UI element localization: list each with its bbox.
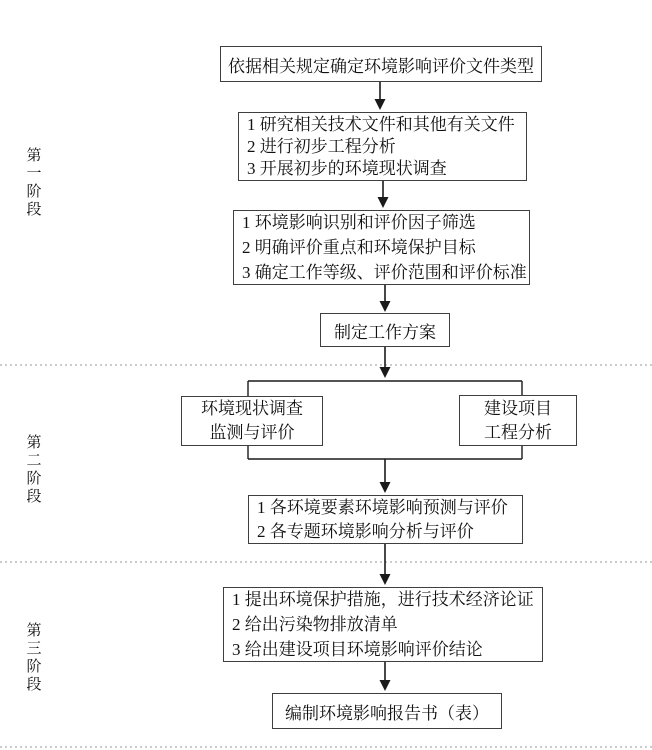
merge-connector <box>248 446 522 459</box>
box-work-plan-text: 制定工作方案 <box>334 322 436 342</box>
flow-arrow-2 <box>378 181 389 208</box>
box-impact-identification <box>233 210 530 285</box>
box-compile-report <box>272 693 502 729</box>
box-impact-prediction <box>248 495 523 544</box>
flow-arrow-3 <box>380 285 391 312</box>
flow-arrow-7 <box>380 662 391 691</box>
box-status-survey <box>181 396 323 446</box>
box-line: 3 开展初步的环境现状调查 <box>247 158 447 178</box>
box-preliminary-work <box>238 112 527 181</box>
box-line: 工程分析 <box>484 422 552 442</box>
box-line: 建设项目 <box>484 398 552 418</box>
box-line: 3 给出建设项目环境影响评价结论 <box>232 640 483 659</box>
flow-arrow-5 <box>380 459 391 493</box>
box-line: 2 进行初步工程分析 <box>247 136 396 156</box>
box-line: 3 确定工作等级、评价范围和评价标准 <box>242 263 527 282</box>
box-document-type-text: 依据相关规定确定环境影响评价文件类型 <box>228 56 534 76</box>
box-line: 1 提出环境保护措施，进行技术经济论证 <box>232 590 534 609</box>
stage-label-3: 第三阶段 <box>26 623 42 693</box>
split-connector <box>248 381 522 396</box>
box-line: 环境现状调查 <box>201 399 303 418</box>
box-compile-report-text: 编制环境影响报告书（表） <box>285 703 489 723</box>
box-line: 1 环境影响识别和评价因子筛选 <box>242 213 476 232</box>
box-protection-measures <box>223 587 543 662</box>
box-work-plan <box>320 313 450 347</box>
flow-arrow-1 <box>375 82 386 110</box>
box-line: 1 各环境要素环境影响预测与评价 <box>257 497 508 517</box>
flow-arrow-4 <box>380 347 391 378</box>
box-document-type <box>220 46 542 82</box>
box-line: 2 明确评价重点和环境保护目标 <box>242 238 476 257</box>
box-line: 2 各专题环境影响分析与评价 <box>257 521 474 541</box>
box-line: 1 研究相关技术文件和其他有关文件 <box>247 114 515 134</box>
stage-label-1: 第一阶段 <box>26 148 42 218</box>
box-project-analysis <box>459 395 577 446</box>
box-line: 2 给出污染物排放清单 <box>232 615 398 634</box>
box-line: 监测与评价 <box>209 423 295 442</box>
stage-label-2: 第二阶段 <box>26 435 42 505</box>
flow-arrow-6 <box>380 544 391 585</box>
